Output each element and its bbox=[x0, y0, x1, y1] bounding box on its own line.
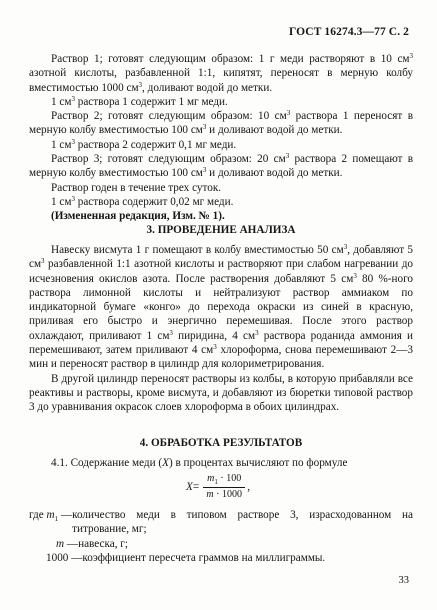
definition-term: 1000 — bbox=[46, 551, 83, 564]
definitions bbox=[29, 508, 413, 565]
definition-1000 bbox=[29, 551, 413, 565]
formula bbox=[186, 473, 250, 500]
section-3-paragraph-2: В другой цилиндр переносят растворы из колбы, в которую прибавляли все реактивы и растворы, кроме висмута, и добавляют из бюретки типовой раствор 3 до уравнивания окрасок слоев хлороформа в обоих цилиндрах. bbox=[29, 372, 413, 414]
formula-denominator: m · 1000 bbox=[206, 489, 242, 500]
formula-fraction bbox=[203, 473, 245, 500]
reagent-paragraph-7: 1 $см^3$ раствора содержит 0,02 мг меди. bbox=[51, 194, 234, 208]
definition-text: коэффициент пересчета граммов на миллиграммы. bbox=[82, 551, 326, 564]
clause-4-1: 4.1. Содержание меди (X) в процентах вычисляют по формуле bbox=[51, 457, 348, 469]
reagent-paragraph-6: Раствор годен в течение трех суток. bbox=[51, 181, 222, 194]
definition-text: количество меди в типовом растворе 3, израсходованном на титрование, мг; bbox=[72, 509, 413, 536]
section-4-1-text bbox=[29, 457, 413, 469]
section-3-body bbox=[29, 243, 413, 415]
reagent-paragraph-2: 1 $см^3$ раствора 1 содержит 1 мг меди. bbox=[51, 94, 228, 108]
formula-tail: , bbox=[247, 480, 251, 493]
section-3-heading: 3. ПРОВЕДЕНИЕ АНАЛИЗА bbox=[146, 224, 296, 236]
reagent-paragraph-1: Раствор 1; готовят следующим образом: 1 г меди растворяют в 10 $см^3$ азотной кислоты, разбавленной 1:1, кипятят, переносят в мерную колбу вместимостью 1000 $см^3$, доливают водой до метки. bbox=[29, 52, 413, 94]
document-header: ГОСТ 16274.3—77 С. 2 bbox=[288, 26, 409, 38]
section-4-heading: 4. ОБРАБОТКА РЕЗУЛЬТАТОВ bbox=[139, 437, 303, 449]
definition-term: где $m_1$ — bbox=[29, 509, 73, 524]
definition-term: m — bbox=[56, 537, 79, 550]
reagent-paragraph-3: Раствор 2; готовят следующим образом: 10 $см^3$ раствора 1 переносят в мерную колбу вместимостью 100 $см^3$ и доливают водой до метки. bbox=[29, 109, 413, 137]
reagents-block bbox=[29, 52, 413, 224]
definition-text: навеска, г; bbox=[78, 537, 128, 550]
edition-note: (Измененная редакция, Изм. № 1). bbox=[51, 210, 225, 223]
reagent-paragraph-4: 1 $см^3$ раствора 2 содержит 0,1 мг меди. bbox=[51, 137, 237, 151]
formula-lhs: X= bbox=[186, 480, 200, 493]
page-number: 33 bbox=[398, 575, 409, 586]
reagent-paragraph-5: Раствор 3; готовят следующим образом: 20 $см^3$ раствора 2 помещают в мерную колбу вместимостью 100 $см^3$ и доливают водой до метки. bbox=[29, 152, 413, 180]
definition-m bbox=[29, 537, 413, 551]
formula-numerator: $m_1 \cdot 100$ bbox=[203, 473, 245, 488]
definition-m1 bbox=[29, 508, 413, 537]
section-3-paragraph-1: Навеску висмута 1 г помещают в колбу вместимостью 50 $см^3$, добавляют 5 $см^3$ разбавленной 1:1 азотной кислоты и растворяют при слабом нагревании до исчезновения окислов азота. После растворения добавляют 5 $см^3$ 80 %-ного раствора лимонной кислоты и нейтрализуют раствор аммиаком по индикаторной бумаге «конго» до перехода окраски из синей в красную, приливая его быстро и энергично перемешивая. После этого раствор охлаждают, приливают 1 $см^3$ пиридина, 4 $см^3$ раствора роданида аммония и перемешивают, затем приливают 4 $см^3$ хлороформа, снова перемешивают 2—3 мин и переносят раствор в цилиндр для колориметрирования. bbox=[29, 243, 414, 371]
